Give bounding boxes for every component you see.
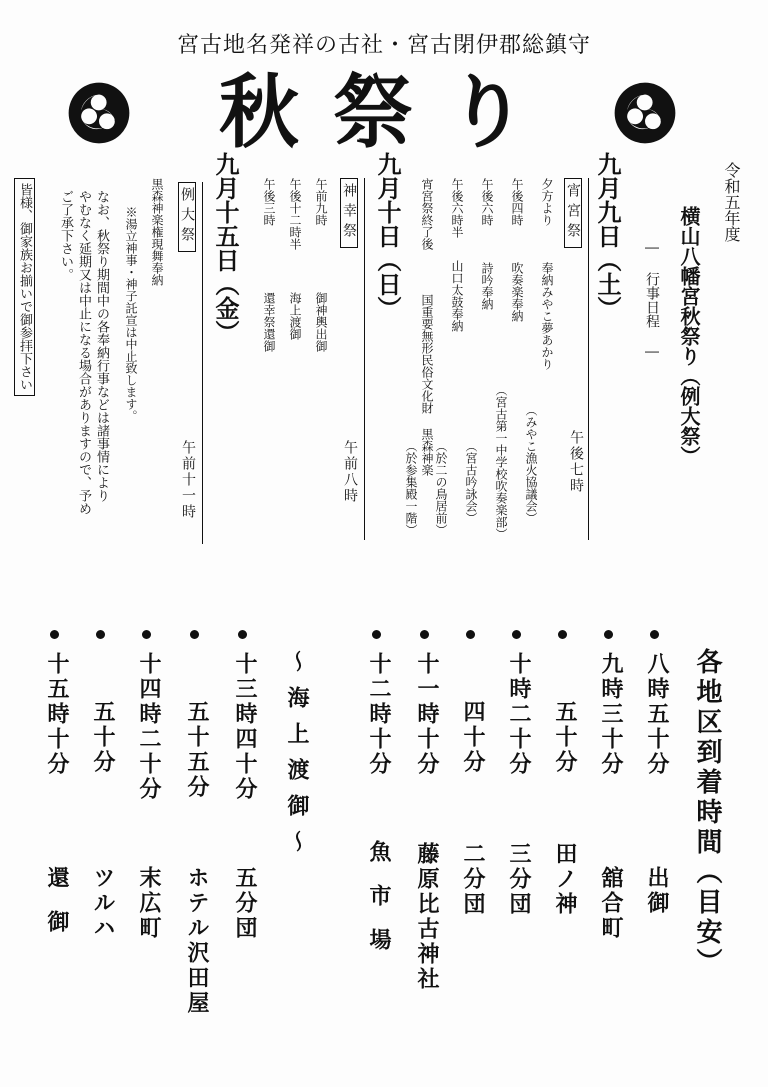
day1-row2-note: （宮古第一中学校吹奏楽部） xyxy=(494,384,508,540)
arrival-10-place: 末広町 xyxy=(136,866,161,941)
day2-row1-time: 午前九時 xyxy=(314,178,328,226)
arrival-bullet xyxy=(50,630,59,639)
day1-row2-time: 午後四時 xyxy=(510,178,524,226)
arrival-8-time: 十三時四十分 xyxy=(232,652,257,802)
arrival-7-time: 十二時十分 xyxy=(366,652,391,777)
arrival-bullet xyxy=(190,630,199,639)
era-label: 令和五年度 xyxy=(722,162,741,242)
day2-rule xyxy=(364,178,365,540)
closing-message-box: 皆様、御家族お揃いで御参拝下さい xyxy=(14,178,35,396)
arrival-9-time: 五十五分 xyxy=(184,700,209,800)
day2-time: 午前八時 xyxy=(342,440,358,504)
arrival-8-place: 五分団 xyxy=(232,866,257,941)
day1-event-box: 宵宮祭 xyxy=(564,178,582,248)
note-2b: やむなく延期又は中止になる場合がありますので、予め xyxy=(76,190,91,515)
arrival-11-time: 五十分 xyxy=(90,700,115,775)
arrival-bullet xyxy=(604,630,613,639)
day1-row4-note: （於二の鳥居前） xyxy=(434,440,448,536)
day2-row2-item: 海上渡御 xyxy=(288,292,302,340)
day2-date: 九月十日（日） xyxy=(373,152,401,320)
mitsudomoe-crest-left xyxy=(66,80,132,146)
day1-row5-time: 宵宮祭終了後 xyxy=(420,178,434,250)
arrival-2-place: 舘合町 xyxy=(598,866,623,941)
day1-row1-item: 奉納みやこ夢あかり xyxy=(540,262,554,370)
arrival-bullet xyxy=(238,630,247,639)
arrival-5-place: 二分団 xyxy=(460,842,485,917)
arrival-6-place: 藤原比古神社 xyxy=(414,842,439,992)
program-main-title: 横山八幡宮秋祭り（例大祭） xyxy=(677,206,701,466)
day3-row1-item: 黒森神楽権現舞奉納 xyxy=(150,178,164,286)
arrival-1-time: 八時五十分 xyxy=(644,652,669,777)
arrival-6-time: 十一時十分 xyxy=(414,652,439,777)
day1-row1-note: （みやこ漁火協議会） xyxy=(524,404,538,524)
day1-row3-item: 詩吟奉納 xyxy=(480,262,494,310)
day2-row1-item: 御神輿出御 xyxy=(314,292,328,352)
arrival-bullet xyxy=(372,630,381,639)
arrival-7-place: 魚市場 xyxy=(366,840,391,972)
day3-date: 九月十五日（金） xyxy=(211,152,239,344)
day3-rule xyxy=(202,182,203,544)
arrival-10-time: 十四時二十分 xyxy=(136,652,161,802)
day2-event-box: 神幸祭 xyxy=(340,178,358,248)
arrival-9-place: ホテル沢田屋 xyxy=(184,866,209,1016)
day1-row5-item: 国重要無形民俗文化財 黒森神楽 xyxy=(420,294,434,476)
arrival-4-place: 三分団 xyxy=(506,842,531,917)
day1-row3-time: 午後六時 xyxy=(480,178,494,226)
schedule-label: ― 行事日程 ― xyxy=(644,240,660,360)
arrival-3-time: 五十分 xyxy=(552,700,577,775)
day1-time: 午後七時 xyxy=(568,430,584,494)
day2-row3-item: 還幸祭還御 xyxy=(262,292,276,352)
note-2c: ご了承下さい。 xyxy=(58,190,73,281)
mitsudomoe-crest-right xyxy=(612,80,678,146)
note-1: ※湯立神事・神子託宣は中止致します。 xyxy=(124,206,138,422)
arrival-bullet xyxy=(96,630,105,639)
arrival-4-time: 十時二十分 xyxy=(506,652,531,777)
arrival-bullet xyxy=(420,630,429,639)
arrival-title: 各地区到着時間（目安） xyxy=(692,648,722,978)
arrival-2-time: 九時三十分 xyxy=(598,652,623,777)
arrival-11-place: ツルハ xyxy=(90,866,115,941)
arrival-12-time: 十五時十分 xyxy=(44,652,69,777)
arrival-5-time: 四十分 xyxy=(460,700,485,775)
kaijo-togyo-label: ～海上渡御～ xyxy=(284,650,309,866)
day1-row3-note: （宮古吟詠会） xyxy=(464,440,478,524)
day3-event-box: 例大祭 xyxy=(178,182,196,252)
main-title-akimatsuri: 秋祭り xyxy=(219,66,561,159)
day1-row2-item: 吹奏楽奉納 xyxy=(510,262,524,322)
day2-row3-time: 午後三時 xyxy=(262,178,276,226)
note-2a: なお、秋祭り期間中の各奉納行事などは諸事情により xyxy=(94,190,109,502)
subtitle: 宮古地名発祥の古社・宮古閉伊郡総鎮守 xyxy=(176,33,591,58)
day1-row1-time: 夕方より xyxy=(540,178,554,226)
day3-time: 午前十一時 xyxy=(180,440,196,520)
arrival-bullet xyxy=(466,630,475,639)
day1-date: 九月九日（土） xyxy=(593,152,621,320)
arrival-bullet xyxy=(512,630,521,639)
arrival-bullet xyxy=(142,630,151,639)
day1-rule xyxy=(588,178,589,540)
arrival-1-place: 出御 xyxy=(644,866,669,916)
arrival-bullet xyxy=(650,630,659,639)
arrival-3-place: 田ノ神 xyxy=(552,842,577,917)
arrival-bullet xyxy=(558,630,567,639)
arrival-12-place: 還御 xyxy=(44,866,69,954)
day1-row4-time: 午後六時半 xyxy=(450,178,464,238)
day1-row5-note: （於参集殿一階） xyxy=(404,440,418,536)
day2-row2-time: 午後十二時半 xyxy=(288,178,302,250)
day1-row4-item: 山口太鼓奉納 xyxy=(450,260,464,332)
